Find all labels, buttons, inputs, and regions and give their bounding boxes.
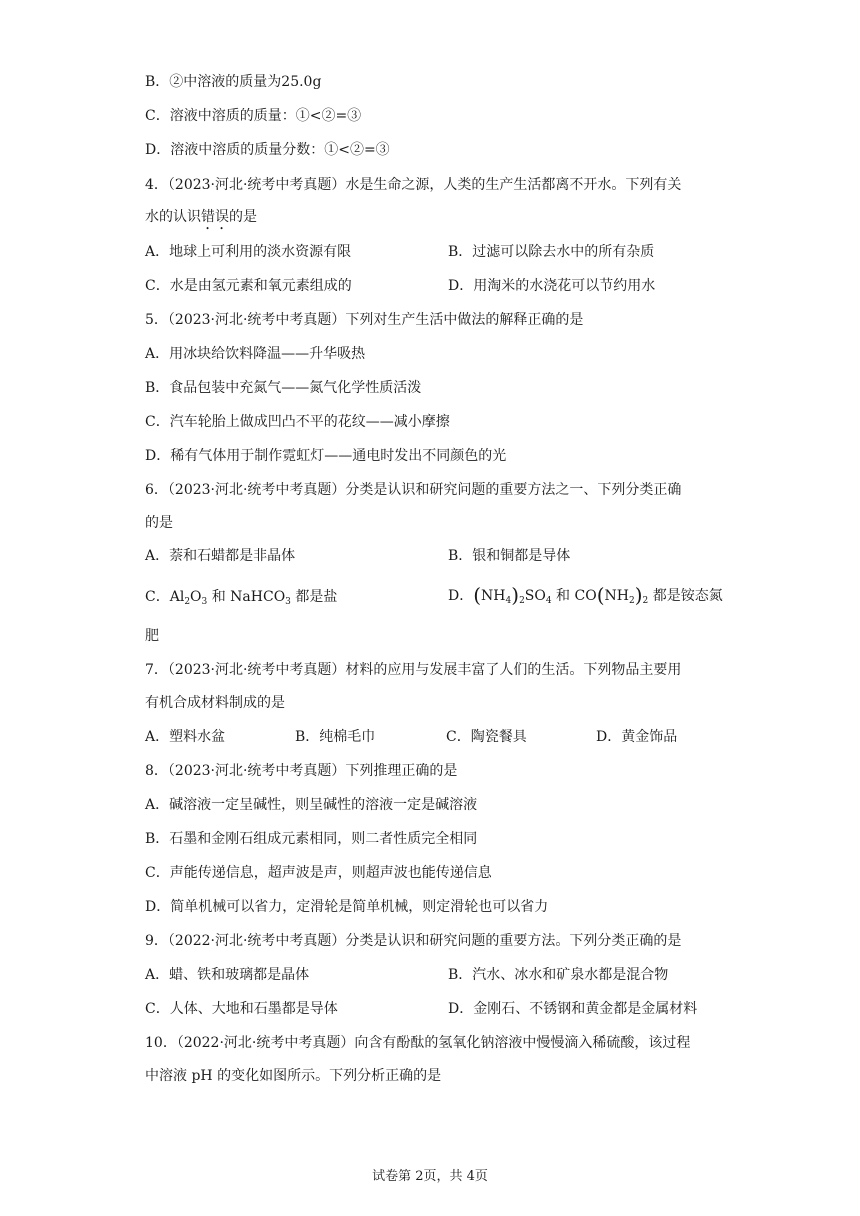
q5-option-d: D．稀有气体用于制作霓虹灯——通电时发出不同颜色的光: [145, 448, 507, 464]
q7-stem-line2: 有机合成材料制成的是: [145, 695, 285, 711]
q8-option-a: A．碱溶液一定呈碱性，则呈碱性的溶液一定是碱溶液: [145, 797, 478, 813]
q7-option-a: A．塑料水盆: [145, 729, 226, 745]
page-footer: 试卷第 2页，共 4页: [372, 1169, 488, 1184]
q10-stem-line2: 中溶液 pH 的变化如图所示。下列分析正确的是: [145, 1068, 442, 1084]
q8-option-b: B．石墨和金刚石组成元素相同，则二者性质完全相同: [145, 831, 478, 847]
q3-option-b: B．②中溶液的质量为25.0g: [145, 74, 322, 90]
q7-option-b: B．纯棉毛巾: [295, 729, 376, 745]
q5-option-a: A．用冰块给饮料降温——升华吸热: [145, 346, 366, 362]
formula-nahco3: NaHCO$_3$: [230, 589, 291, 607]
q6-option-d: D．$(NH_4)_2SO_4$ 和 $CO(NH_2)_2$ 都是铵态氮: [448, 583, 723, 607]
q4-option-d: D．用淘米的水浇花可以节约用水: [448, 278, 656, 294]
formula-co-nh2-2: $CO(NH_2)_2$: [574, 583, 649, 607]
q7-option-d: D．黄金饰品: [596, 729, 678, 745]
q4-option-b: B．过滤可以除去水中的所有杂质: [448, 244, 655, 260]
q3-option-d: D．溶液中溶质的质量分数：①<②=③: [145, 142, 390, 158]
q9-stem: 9．（2022·河北·统考中考真题）分类是认识和研究问题的重要方法。下列分类正确的是: [145, 933, 682, 949]
q9-option-a: A．蜡、铁和玻璃都是晶体: [145, 967, 310, 983]
q4-option-a: A．地球上可利用的淡水资源有限: [145, 244, 352, 260]
q4-option-c: C．水是由氢元素和氧元素组成的: [145, 278, 352, 294]
q4-emphasis: 错误: [201, 209, 229, 225]
q5-option-b: B．食品包装中充氮气——氮气化学性质活泼: [145, 380, 422, 396]
q7-stem-line1: 7．（2023·河北·统考中考真题）材料的应用与发展丰富了人们的生活。下列物品主要用: [145, 662, 682, 678]
q9-option-c: C．人体、大地和石墨都是导体: [145, 1001, 338, 1017]
q5-option-c: C．汽车轮胎上做成凹凸不平的花纹——减小摩擦: [145, 414, 450, 430]
q6-stem-line2: 的是: [145, 515, 173, 531]
q4-stem-line2: 水的认识错误的是: [145, 209, 257, 225]
q6-stem-line1: 6．（2023·河北·统考中考真题）分类是认识和研究问题的重要方法之一、下列分类正确: [145, 482, 682, 498]
q7-option-c: C．陶瓷餐具: [446, 729, 527, 745]
q6-option-a: A．萘和石蜡都是非晶体: [145, 548, 296, 564]
q4-stem-line1: 4．（2023·河北·统考中考真题）水是生命之源，人类的生产生活都离不开水。下列有关: [145, 177, 682, 193]
q6-option-d-wrap: 肥: [145, 628, 159, 644]
q5-stem: 5．（2023·河北·统考中考真题）下列对生产生活中做法的解释正确的是: [145, 312, 584, 328]
q8-option-d: D．简单机械可以省力，定滑轮是简单机械，则定滑轮也可以省力: [145, 899, 549, 915]
q8-stem: 8．（2023·河北·统考中考真题）下列推理正确的是: [145, 763, 458, 779]
q6-option-b: B．银和铜都是导体: [448, 548, 571, 564]
q6-option-c: C．$Al_2O_3$ 和 NaHCO$_3$ 都是盐: [145, 589, 338, 607]
q9-option-d: D．金刚石、不锈钢和黄金都是金属材料: [448, 1001, 698, 1017]
q3-option-c: C．溶液中溶质的质量：①<②=③: [145, 108, 362, 124]
q8-option-c: C．声能传递信息，超声波是声，则超声波也能传递信息: [145, 865, 492, 881]
q10-stem-line1: 10．（2022·河北·统考中考真题）向含有酚酞的氢氧化钠溶液中慢慢滴入稀硫酸，该过程: [145, 1035, 691, 1051]
q9-option-b: B．汽水、冰水和矿泉水都是混合物: [448, 967, 669, 983]
formula-nh4-2so4: $(NH_4)_2SO_4$: [473, 583, 552, 607]
formula-al2o3: $Al_2O_3$: [169, 589, 208, 607]
